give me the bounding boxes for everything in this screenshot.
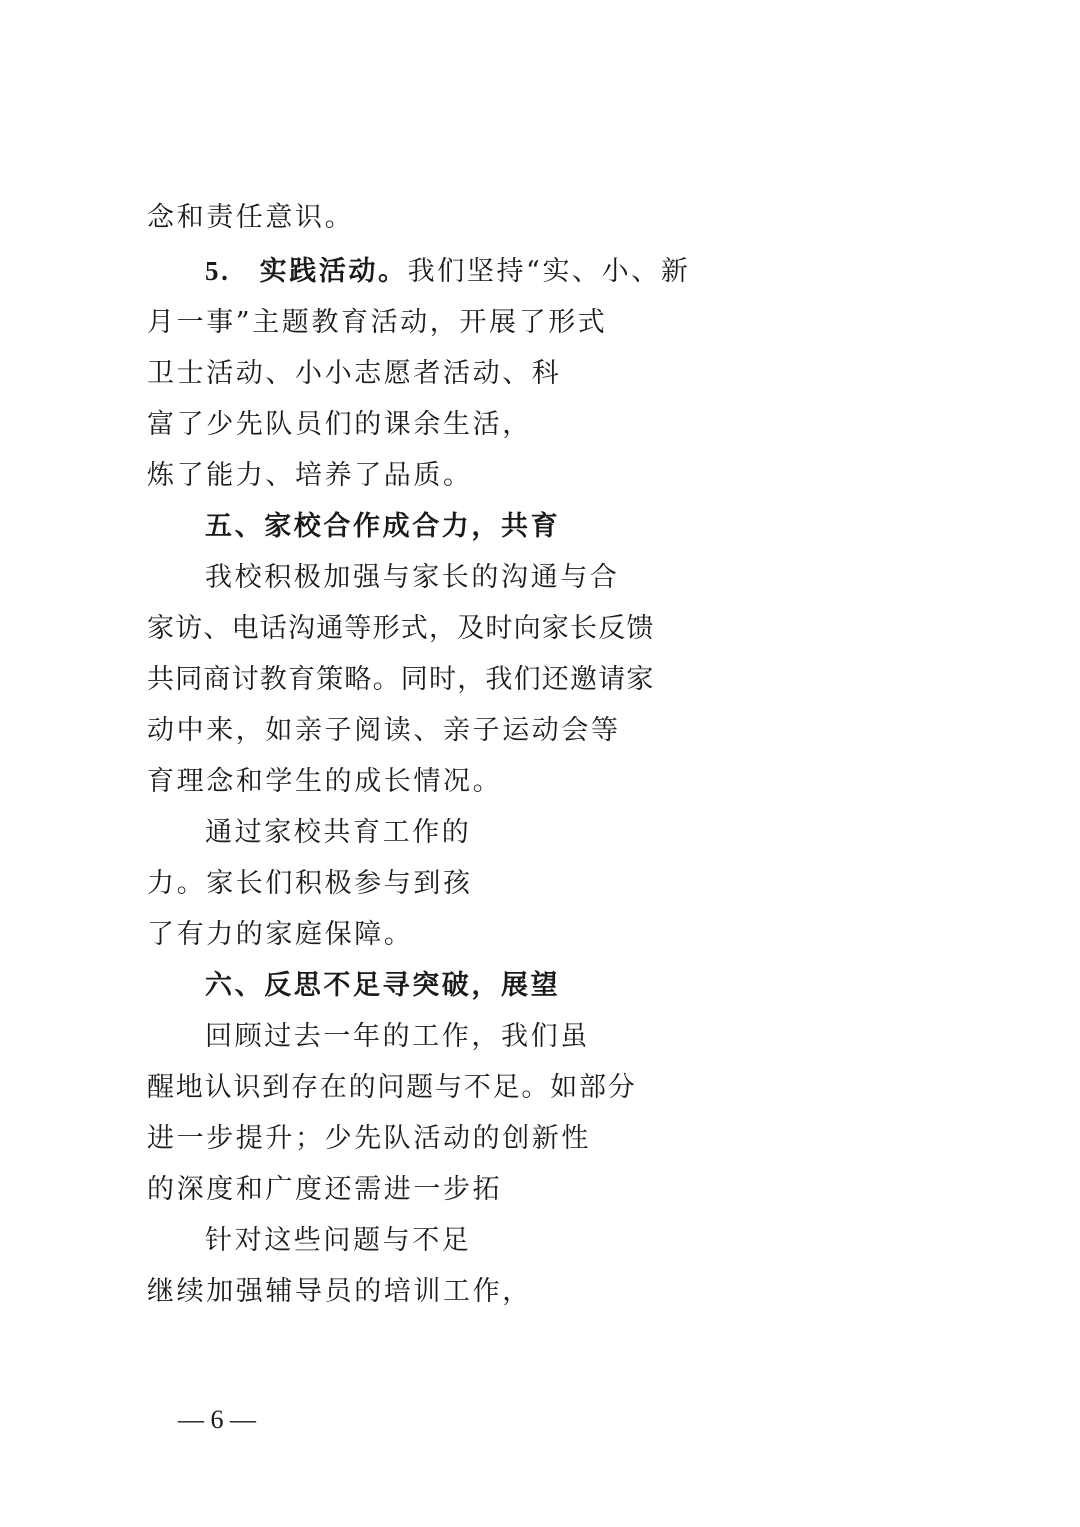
text-line: 富了少先队员们的课余生活， xyxy=(147,409,532,440)
text-line: 了有力的家庭保障。 xyxy=(147,919,414,950)
text-line: 进一步提升；少先队活动的创新性 xyxy=(147,1123,591,1154)
text-line: 炼了能力、培养了品质。 xyxy=(147,460,473,491)
text-line: 回顾过去一年的工作，我们虽 xyxy=(205,1021,590,1052)
page-number: — 6 — xyxy=(178,1405,256,1434)
item-text: 我们坚持“实、小、新 xyxy=(407,256,691,287)
text-line: 我校积极加强与家长的沟通与合 xyxy=(205,562,620,593)
section-heading: 六、反思不足寻突破，展望 xyxy=(205,970,561,1001)
item-number: 5. xyxy=(205,256,231,286)
text-line: 共同商讨教育策略。同时，我们还邀请家 xyxy=(147,664,655,695)
text-line: 念和责任意识。 xyxy=(147,202,355,233)
text-line: 卫士活动、小小志愿者活动、科 xyxy=(147,358,562,389)
section-heading: 五、家校合作成合力，共育 xyxy=(205,511,561,542)
text-line: 的深度和广度还需进一步拓 xyxy=(147,1174,503,1205)
item-heading: 实践活动。 xyxy=(259,256,408,287)
text-line: 醒地认识到存在的问题与不足。如部分 xyxy=(147,1072,637,1103)
text-line: 育理念和学生的成长情况。 xyxy=(147,766,503,797)
text-line: 针对这些问题与不足 xyxy=(205,1225,472,1256)
text-line: 继续加强辅导员的培训工作， xyxy=(147,1276,532,1307)
text-line: 家访、电话沟通等形式，及时向家长反馈 xyxy=(147,613,655,644)
text-line: 动中来，如亲子阅读、亲子运动会等 xyxy=(147,715,621,746)
text-line: 月一事”主题教育活动，开展了形式 xyxy=(147,307,608,338)
section-4-5-line xyxy=(205,253,690,290)
text-line: 力。家长们积极参与到孩 xyxy=(147,868,473,899)
text-line: 通过家校共育工作的 xyxy=(205,817,472,848)
